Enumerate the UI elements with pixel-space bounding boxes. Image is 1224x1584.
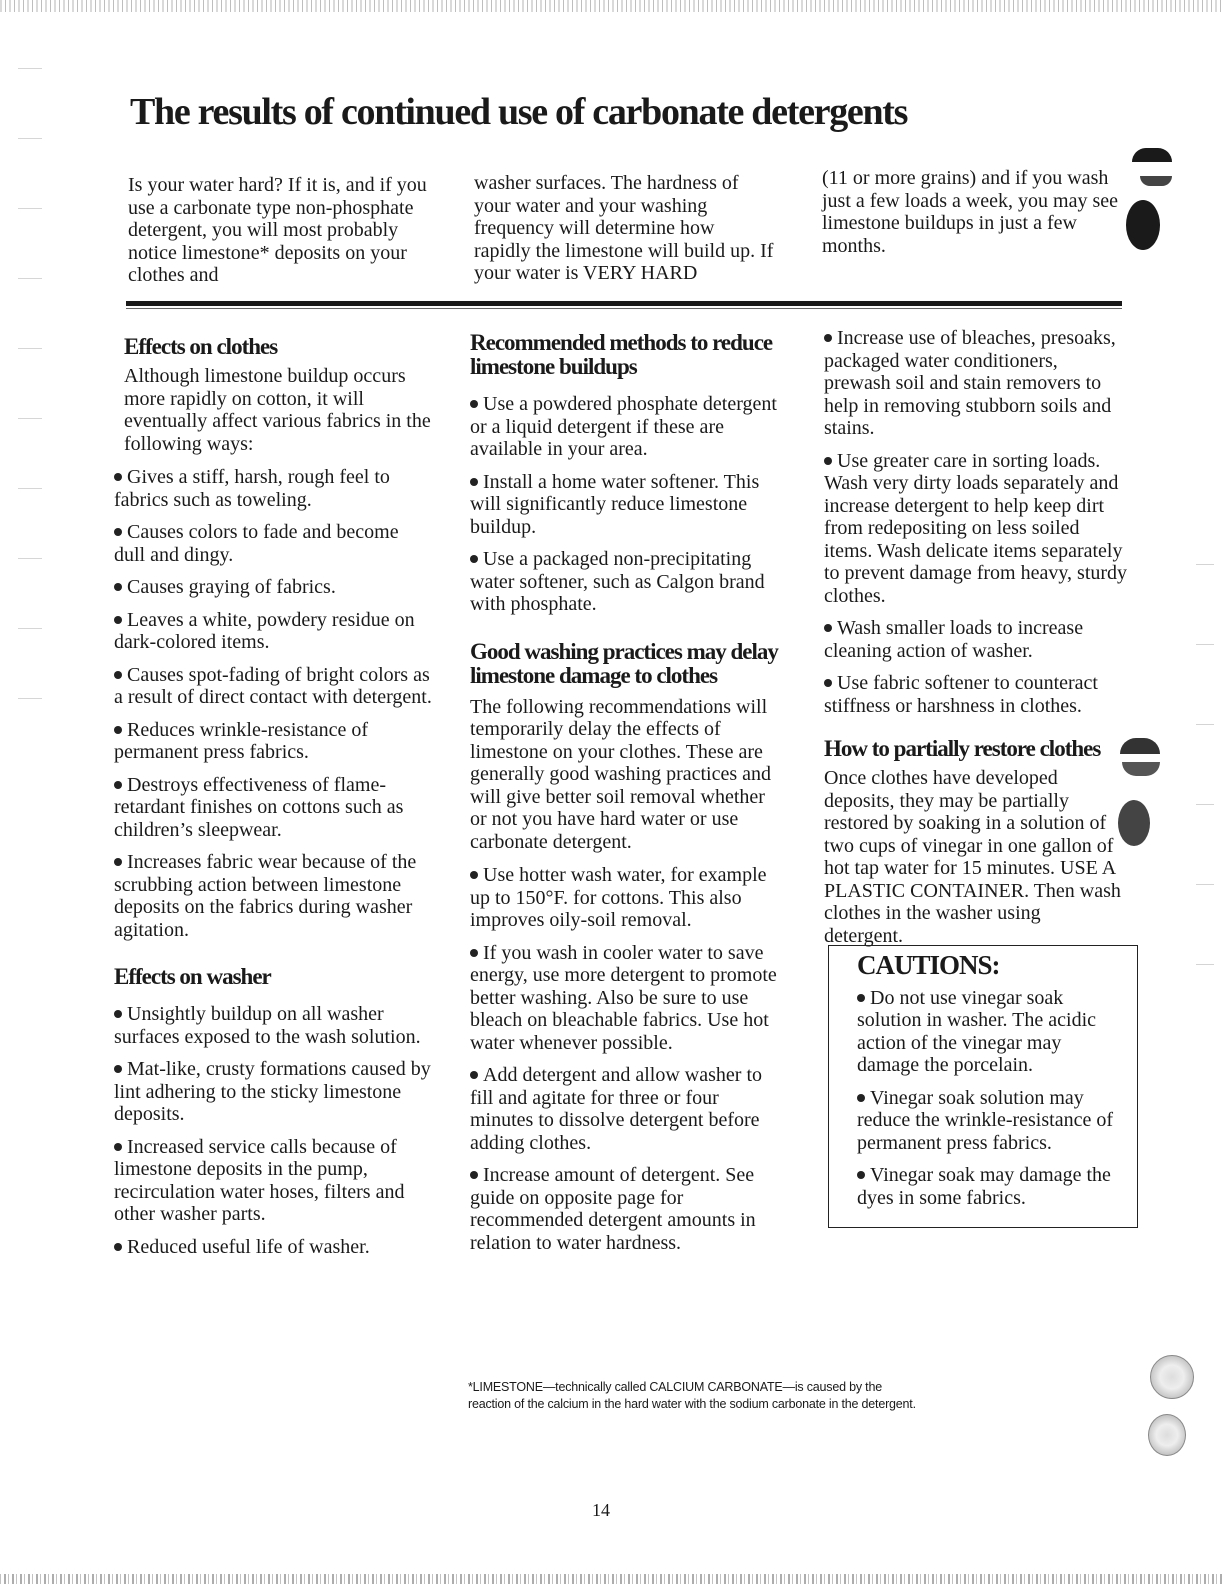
bullet-icon: [824, 334, 832, 342]
section-tab-icon: [1132, 148, 1172, 162]
scan-edge-top: [0, 0, 1224, 12]
right-column: [824, 327, 1129, 958]
middle-column: [470, 331, 780, 1264]
intro-column-1: [128, 174, 428, 287]
effects-on-clothes-heading: Effects on clothes: [124, 334, 278, 359]
bullet-icon: [114, 528, 122, 536]
list-item: Reduced useful life of washer.: [114, 1236, 434, 1259]
bullet-icon: [470, 478, 478, 486]
list-item: Increase use of bleaches, presoaks, packaged water conditioners, prewash soil and stain removers to help in removing stubborn soils and stains.: [824, 327, 1116, 439]
list-item: Causes colors to fade and become dull and dingy.: [114, 521, 399, 566]
intro-column-2: [474, 172, 774, 285]
list-item: Increased service calls because of limestone deposits in the pump, recirculation water hoses, filters and other washer parts.: [114, 1135, 405, 1225]
intro-text-1: Is your water hard? If it is, and if you use a carbonate type non-phosphate detergent, you will most probably notice limestone* deposits on your clothes and: [128, 174, 427, 286]
bullet-icon: [857, 994, 865, 1002]
restore-clothes-heading: How to partially restore clothes: [824, 736, 1101, 761]
cautions-heading: CAUTIONS:: [857, 950, 1000, 980]
section-tab-icon: [1118, 800, 1150, 846]
list-item: Use hotter wash water, for example up to 150°F. for cottons. This also improves oily-soil removal.: [470, 864, 767, 931]
bullet-icon: [470, 1071, 478, 1079]
bullet-icon: [824, 679, 832, 687]
bullet-icon: [114, 473, 122, 481]
bullet-icon: [114, 858, 122, 866]
section-divider-thin: [126, 308, 1122, 309]
list-item: Use greater care in sorting loads. Wash very dirty loads separately and increase detergent to help keep dirt from redepositing on less soiled items. Wash delicate items separately to prevent damage from heavy, sturdy clothes.: [824, 449, 1128, 607]
good-practices-heading: Good washing practices may delay limestone damage to clothes: [470, 638, 778, 688]
bullet-icon: [470, 871, 478, 879]
bullet-icon: [824, 624, 832, 632]
recommended-methods-heading: Recommended methods to reduce limestone buildups: [470, 330, 773, 379]
bullet-icon: [857, 1094, 865, 1102]
scan-edge-bottom: [0, 1574, 1224, 1584]
list-item: Destroys effectiveness of flame-retardant finishes on cottons such as children’s sleepwear.: [114, 773, 404, 841]
bullet-icon: [114, 781, 122, 789]
bullet-icon: [114, 1243, 122, 1251]
section-tab-icon: [1122, 762, 1160, 776]
bullet-icon: [114, 1143, 122, 1151]
bullet-icon: [114, 1010, 122, 1018]
bullet-icon: [114, 1065, 122, 1073]
page-number: 14: [592, 1500, 610, 1520]
list-item: Gives a stiff, harsh, rough feel to fabrics such as toweling.: [114, 466, 390, 511]
list-item: Reduces wrinkle-resistance of permanent press fabrics.: [114, 718, 369, 763]
list-item: Use fabric softener to counteract stiffness or harshness in clothes.: [824, 672, 1098, 717]
intro-text-2: washer surfaces. The hardness of your water and your washing frequency will determine how rapidly the limestone will build up. If your water is VERY HARD: [474, 172, 774, 284]
list-item: Increase amount of detergent. See guide on opposite page for recommended detergent amounts in relation to water hardness.: [470, 1164, 756, 1254]
footnote: [468, 1379, 1028, 1413]
bullet-icon: [114, 616, 122, 624]
list-item: Wash smaller loads to increase cleaning action of washer.: [824, 617, 1084, 662]
list-item: Do not use vinegar soak solution in washer. The acidic action of the vinegar may damage the porcelain.: [857, 986, 1097, 1076]
section-divider: [126, 301, 1122, 306]
bullet-icon: [114, 583, 122, 591]
list-item: Unsightly buildup on all washer surfaces exposed to the wash solution.: [114, 1003, 421, 1048]
intro-column-3: [822, 167, 1122, 257]
bullet-icon: [114, 726, 122, 734]
list-item: Use a powdered phosphate detergent or a liquid detergent if these are available in your area.: [470, 393, 777, 460]
scan-margin-marks: [18, 30, 42, 730]
list-item: If you wash in cooler water to save energy, use more detergent to promote better washing. Also be sure to use bleach on bleachable fabrics. Use hot water whenever possible.: [470, 941, 777, 1054]
bullet-icon: [470, 400, 478, 408]
cautions-box: [828, 945, 1138, 1228]
list-item: Vinegar soak may damage the dyes in some fabrics.: [857, 1164, 1111, 1209]
list-item: Vinegar soak solution may reduce the wrinkle-resistance of permanent press fabrics.: [857, 1086, 1113, 1154]
footnote-line-2: reaction of the calcium in the hard water with the sodium carbonate in the detergent.: [468, 1397, 916, 1411]
bullet-icon: [470, 555, 478, 563]
bullet-icon: [470, 949, 478, 957]
list-item: Add detergent and allow washer to fill and agitate for three or four minutes to dissolve detergent before adding clothes.: [470, 1064, 762, 1154]
intro-text-3: (11 or more grains) and if you wash just a few loads a week, you may see limestone buildups in just a few months.: [822, 167, 1119, 257]
restore-clothes-text: Once clothes have developed deposits, they may be partially restored by soaking in a solution of two cups of vinegar in one gallon of hot tap water for 15 minutes. USE A PLASTIC CONTAINER. Then wash clothes in the washer using detergent.: [824, 767, 1121, 947]
scan-margin-marks-right: [1196, 520, 1214, 1020]
binder-hole-icon: [1148, 1414, 1186, 1456]
list-item: Install a home water softener. This will significantly reduce limestone buildup.: [470, 470, 760, 538]
list-item: Causes graying of fabrics.: [114, 576, 434, 599]
section-tab-icon: [1120, 738, 1160, 754]
bullet-icon: [470, 1171, 478, 1179]
list-item: Leaves a white, powdery residue on dark-colored items.: [114, 608, 415, 653]
list-item: Mat-like, crusty formations caused by lint adhering to the sticky limestone deposits.: [114, 1058, 431, 1125]
list-item: Causes spot-fading of bright colors as a result of direct contact with detergent.: [114, 663, 432, 708]
list-item: Increases fabric wear because of the scrubbing action between limestone deposits on the fabrics during washer agitation.: [114, 851, 417, 941]
section-tab-icon: [1126, 200, 1160, 250]
left-column: [114, 335, 434, 1268]
effects-on-washer-heading: Effects on washer: [114, 964, 271, 989]
binder-hole-icon: [1150, 1355, 1194, 1399]
page-title: The results of continued use of carbonate detergents: [130, 91, 908, 133]
list-item: Use a packaged non-precipitating water softener, such as Calgon brand with phosphate.: [470, 548, 765, 615]
bullet-icon: [857, 1171, 865, 1179]
effects-on-clothes-lead: Although limestone buildup occurs more rapidly on cotton, it will eventually affect various fabrics in the following ways:: [124, 365, 431, 455]
section-tab-icon: [1140, 176, 1172, 186]
bullet-icon: [114, 671, 122, 679]
bullet-icon: [824, 457, 832, 465]
footnote-line-1: *LIMESTONE—technically called CALCIUM CARBONATE—is caused by the: [468, 1380, 882, 1394]
good-practices-lead: The following recommendations will temporarily delay the effects of limestone on your clothes. These are generally good washing practices and will give better soil removal whether or not you have hard water or use carbonate detergent.: [470, 695, 772, 853]
